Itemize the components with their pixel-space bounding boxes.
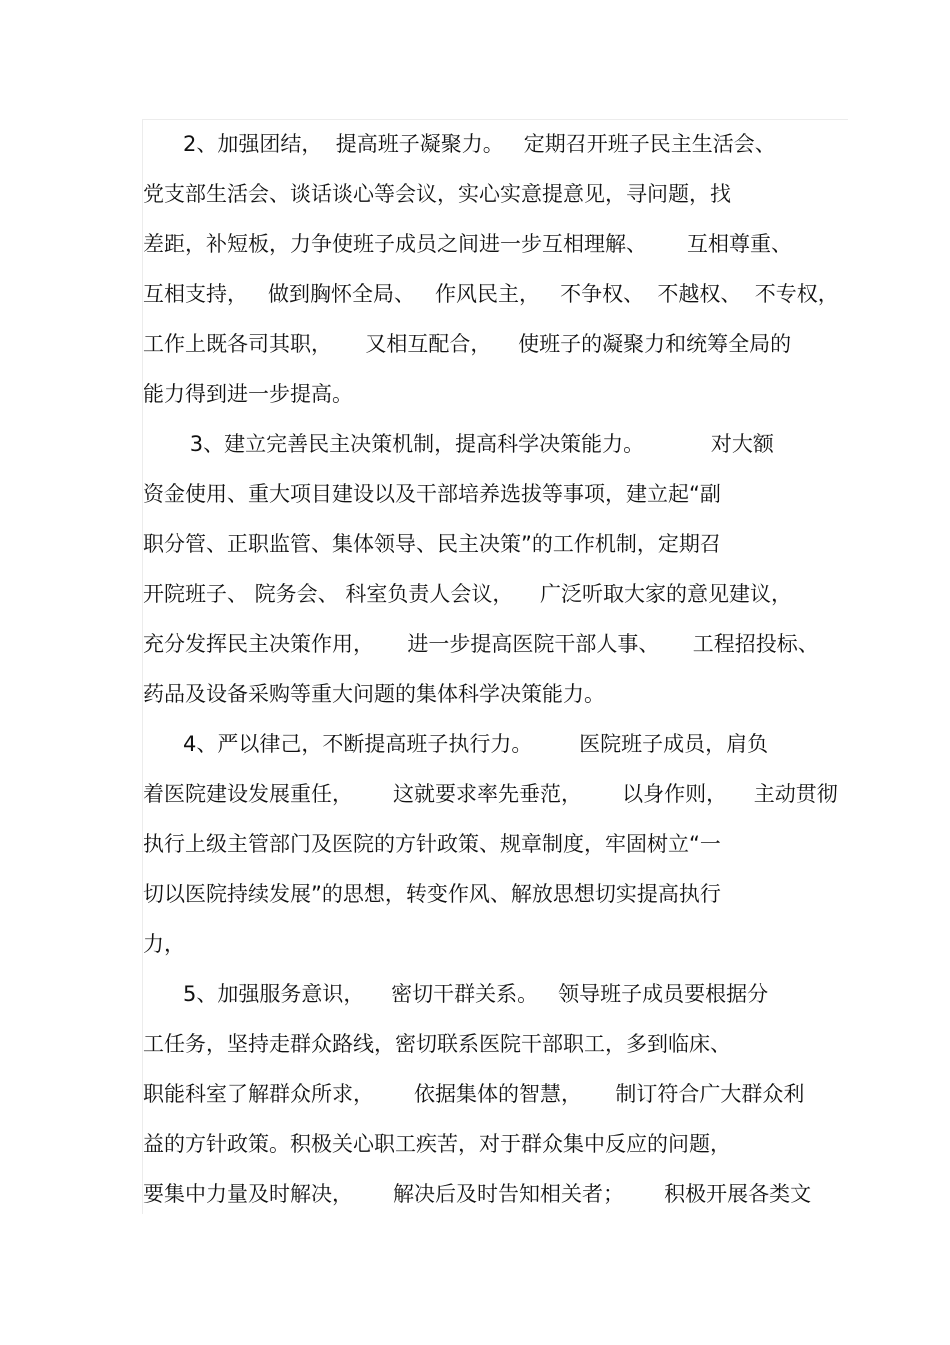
text-line-22: 要集中力量及时解决， 解决后及时告知相关者； 积极开展各类文 [143, 1182, 812, 1206]
text-line-15: 执行上级主管部门及医院的方针政策、规章制度，牢固树立“一 [143, 832, 721, 856]
text-line-12: 药品及设备采购等重大问题的集体科学决策能力。 [143, 682, 605, 706]
text-line-19: 工任务，坚持走群众路线，密切联系医院干部职工，多到临床、 [143, 1032, 731, 1056]
text-line-13: 4、严以律己，不断提高班子执行力。 医院班子成员，肩负 [143, 732, 769, 756]
text-line-6: 能力得到进一步提高。 [143, 382, 353, 406]
text-line-9: 职分管、正职监管、集体领导、民主决策”的工作机制，定期召 [143, 532, 721, 556]
text-line-11: 充分发挥民主决策作用， 进一步提高医院干部人事、 工程招投标、 [143, 632, 819, 656]
text-line-20: 职能科室了解群众所求， 依据集体的智慧， 制订符合广大群众利 [143, 1082, 805, 1106]
text-line-5: 工作上既各司其职， 又相互配合， 使班子的凝聚力和统筹全局的 [143, 332, 792, 356]
text-line-18: 5、加强服务意识， 密切干群关系。 领导班子成员要根据分 [143, 982, 769, 1006]
text-line-14: 着医院建设发展重任， 这就要求率先垂范， 以身作则， 主动贯彻 [143, 782, 838, 806]
text-line-2: 党支部生活会、谈话谈心等会议，实心实意提意见，寻问题，找 [143, 182, 731, 206]
text-line-17: 力， [143, 932, 185, 956]
text-line-10: 开院班子、 院务会、 科室负责人会议， 广泛听取大家的意见建议， [143, 582, 793, 606]
text-line-3: 差距，补短板，力争使班子成员之间进一步互相理解、 互相尊重、 [143, 232, 793, 256]
page-top-rule [142, 119, 848, 120]
text-line-4: 互相支持， 做到胸怀全局、 作风民主， 不争权、 不越权、 不专权， [143, 282, 839, 306]
text-line-7: 3、建立完善民主决策机制，提高科学决策能力。 对大额 [143, 432, 774, 456]
text-line-21: 益的方针政策。积极关心职工疾苦，对于群众集中反应的问题， [143, 1132, 731, 1156]
text-line-16: 切以医院持续发展”的思想，转变作风、解放思想切实提高执行 [143, 882, 721, 906]
text-line-1: 2、加强团结， 提高班子凝聚力。 定期召开班子民主生活会、 [143, 132, 776, 156]
text-line-8: 资金使用、重大项目建设以及干部培养选拔等事项，建立起“副 [143, 482, 721, 506]
